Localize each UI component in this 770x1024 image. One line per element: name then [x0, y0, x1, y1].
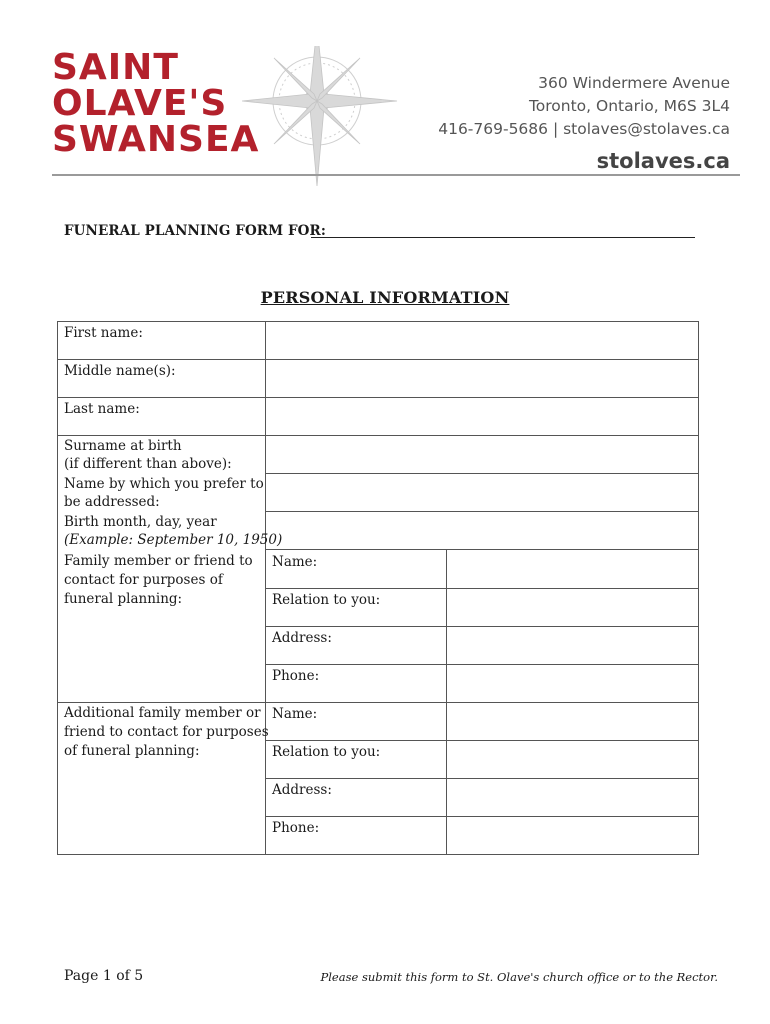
surname-at-birth-note: (if different than above):: [64, 456, 232, 472]
contact-1-name-label: Name:: [272, 554, 318, 570]
form-title-label: FUNERAL PLANNING FORM FOR:: [64, 223, 326, 239]
contact-1-name-field[interactable]: [448, 551, 697, 587]
middle-name-label: Middle name(s):: [64, 363, 176, 379]
submission-note: Please submit this form to St. Olave's church office or to the Rector.: [320, 970, 718, 984]
contact-2-name-field[interactable]: [448, 703, 697, 739]
contact-1-address-label: Address:: [272, 630, 332, 646]
logo-text-olaves: OLAVE'S: [52, 83, 228, 124]
phone-email: 416-769-5686 | stolaves@stolaves.ca: [438, 120, 730, 138]
personal-info-table: [57, 321, 699, 855]
surname-at-birth-field[interactable]: [267, 437, 697, 472]
address-line-1: 360 Windermere Avenue: [538, 74, 730, 92]
row-divider: [265, 549, 698, 550]
header-divider: [52, 174, 740, 176]
church-logo: [52, 46, 352, 186]
logo-text-swansea: SWANSEA: [52, 119, 260, 160]
row-divider: [265, 511, 698, 512]
website: stolaves.ca: [596, 149, 730, 173]
contact-1-phone-field[interactable]: [448, 665, 697, 701]
contact-2-phone-field[interactable]: [448, 817, 697, 853]
row-divider: [58, 435, 698, 436]
contact-2-phone-label: Phone:: [272, 820, 320, 836]
form-title-field[interactable]: [311, 237, 695, 238]
first-name-field[interactable]: [267, 323, 697, 358]
contact-1-phone-label: Phone:: [272, 668, 320, 684]
birth-date-field[interactable]: [267, 513, 697, 548]
first-name-label: First name:: [64, 325, 143, 341]
last-name-label: Last name:: [64, 401, 140, 417]
contact-2-label-line2: friend to contact for purposes: [64, 724, 269, 740]
contact-2-label: Additional family member or: [64, 705, 261, 721]
section-heading: PERSONAL INFORMATION: [260, 288, 510, 307]
page-number: Page 1 of 5: [64, 968, 144, 984]
preferred-name-field[interactable]: [267, 475, 697, 510]
contact-1-relation-label: Relation to you:: [272, 592, 381, 608]
surname-at-birth-label: Surname at birth: [64, 438, 182, 454]
address-line-2: Toronto, Ontario, M6S 3L4: [528, 97, 730, 115]
contact-2-relation-field[interactable]: [448, 741, 697, 777]
last-name-field[interactable]: [267, 399, 697, 434]
middle-name-field[interactable]: [267, 361, 697, 396]
church-contact-block: [438, 72, 730, 174]
birth-date-example: (Example: September 10, 1950): [64, 532, 283, 548]
contact-2-address-label: Address:: [272, 782, 332, 798]
contact-2-name-label: Name:: [272, 706, 318, 722]
row-divider: [58, 397, 698, 398]
preferred-name-label-cont: be addressed:: [64, 494, 160, 510]
preferred-name-label: Name by which you prefer to: [64, 476, 264, 492]
row-divider: [58, 359, 698, 360]
contact-1-label-line2: contact for purposes of: [64, 572, 223, 588]
logo-text-saint: SAINT: [52, 47, 179, 88]
contact-2-label-line3: of funeral planning:: [64, 743, 200, 759]
contact-2-relation-label: Relation to you:: [272, 744, 381, 760]
contact-1-relation-field[interactable]: [448, 589, 697, 625]
birth-date-label: Birth month, day, year: [64, 514, 217, 530]
contact-1-label-line3: funeral planning:: [64, 591, 183, 607]
row-divider: [265, 473, 698, 474]
contact-1-label: Family member or friend to: [64, 553, 253, 569]
contact-1-address-field[interactable]: [448, 627, 697, 663]
contact-2-address-field[interactable]: [448, 779, 697, 815]
